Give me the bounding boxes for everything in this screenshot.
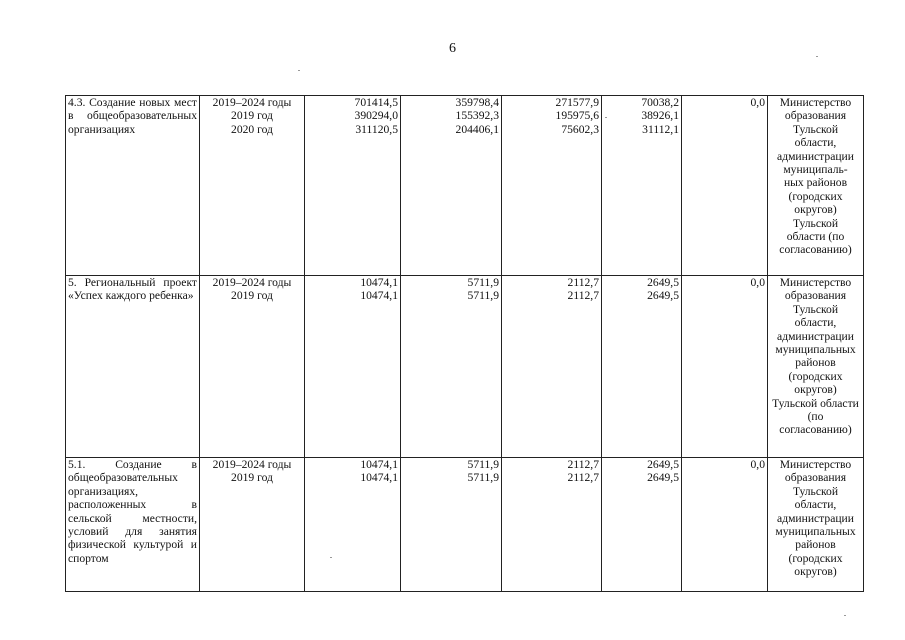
amount-col5-cell [682, 96, 768, 276]
amount-col3-line: 195975,6 [555, 109, 599, 123]
item-name-cell: 4.3. Создание новых мест в общеобразовательных организациях [66, 96, 200, 276]
amount-col1-cell [305, 458, 401, 592]
amount-col4-cell [602, 96, 682, 276]
responsible-line: муниципальных [775, 525, 856, 539]
period-line: 2019 год [231, 471, 273, 485]
amount-col2-line: 155392,3 [455, 109, 499, 123]
responsible-line: Тульской [792, 484, 839, 498]
table-row [66, 276, 864, 458]
amount-col5-line: 0,0 [750, 458, 765, 471]
amount-col5-cell [682, 458, 768, 592]
amount-col3-line: 75602,3 [561, 122, 599, 136]
amount-col2-cell [401, 96, 502, 276]
amount-col5-line: 0,0 [750, 96, 765, 109]
amount-col1-line: 10474,1 [360, 276, 398, 289]
responsible-line: муниципаль- [783, 163, 848, 177]
amount-col2-cell [401, 458, 502, 592]
amount-col1-cell [305, 96, 401, 276]
responsible-line: образования [784, 109, 847, 123]
amount-col4-line: 2649,5 [647, 458, 679, 471]
scan-speck [605, 117, 607, 118]
amount-col1-line: 701414,5 [354, 96, 398, 109]
item-name-cell: 5. Региональный проект «Успех каждого ребенка» [66, 276, 200, 458]
responsible-line: (городских [788, 189, 843, 203]
responsible-line: округов) [794, 203, 837, 217]
amount-col1-line: 390294,0 [354, 109, 398, 123]
scan-speck [298, 70, 300, 71]
responsible-line: Тульской [792, 302, 839, 316]
amount-col2-cell [401, 276, 502, 458]
responsible-line: (городских [788, 551, 843, 565]
responsible-cell [768, 96, 864, 276]
responsible-line: образования [784, 471, 847, 485]
amount-col4-line: 38926,1 [641, 109, 679, 123]
amount-col5-line: 0,0 [750, 276, 765, 289]
period-line: 2020 год [231, 122, 273, 136]
table-row [66, 458, 864, 592]
responsible-line: Тульской [792, 216, 839, 230]
amount-col3-cell [502, 276, 602, 458]
amount-col2-line: 5711,9 [467, 458, 499, 471]
responsible-line: муниципальных [775, 343, 856, 357]
scan-speck [816, 56, 818, 57]
period-cell [200, 276, 305, 458]
scan-speck [844, 615, 846, 616]
period-line: 2019–2024 годы [212, 276, 292, 289]
responsible-cell [768, 276, 864, 458]
budget-table [65, 95, 864, 592]
amount-col1-line: 10474,1 [360, 458, 398, 471]
period-line: 2019–2024 годы [212, 458, 292, 471]
amount-col4-line: 2649,5 [647, 471, 679, 485]
amount-col3-line: 2112,7 [567, 458, 599, 471]
period-cell [200, 96, 305, 276]
amount-col2-line: 204406,1 [455, 122, 499, 136]
page-number: 6 [449, 41, 456, 56]
amount-col3-line: 2112,7 [567, 471, 599, 485]
amount-col5-cell [682, 276, 768, 458]
period-line: 2019–2024 годы [212, 96, 292, 109]
amount-col2-line: 359798,4 [455, 96, 499, 109]
amount-col2-line: 5711,9 [467, 276, 499, 289]
scan-speck [330, 557, 332, 558]
responsible-line: ных районов [783, 176, 848, 190]
amount-col4-cell [602, 458, 682, 592]
period-cell [200, 458, 305, 592]
amount-col3-cell [502, 96, 602, 276]
responsible-line: районов [795, 538, 836, 552]
amount-col1-line: 10474,1 [360, 289, 398, 303]
table-row [66, 96, 864, 276]
responsible-line: округов) [794, 565, 837, 579]
amount-col4-line: 2649,5 [647, 289, 679, 303]
amount-col3-line: 271577,9 [555, 96, 599, 109]
responsible-line: образования [784, 289, 847, 303]
amount-col1-line: 311120,5 [355, 122, 398, 136]
responsible-line: согласованию) [779, 243, 852, 257]
item-name-cell: 5.1. Создание в общеобразовательных организациях, расположенных в сельской местности, условий для занятия физической культурой и спортом [66, 458, 200, 592]
responsible-line: Министерство [779, 96, 852, 109]
amount-col4-line: 31112,1 [642, 122, 679, 136]
amount-col3-cell [502, 458, 602, 592]
amount-col2-line: 5711,9 [467, 471, 499, 485]
responsible-line: области (по [786, 230, 845, 244]
responsible-line: Тульской [792, 122, 839, 136]
responsible-line: районов [795, 356, 836, 370]
period-line: 2019 год [231, 109, 273, 123]
responsible-line: области, [794, 316, 837, 330]
responsible-line: Министерство [779, 276, 852, 289]
amount-col3-line: 2112,7 [567, 289, 599, 303]
amount-col4-line: 70038,2 [641, 96, 679, 109]
amount-col1-line: 10474,1 [360, 471, 398, 485]
amount-col3-line: 2112,7 [567, 276, 599, 289]
responsible-line: администрации [777, 149, 854, 163]
responsible-line: Тульской области [772, 396, 859, 410]
responsible-line: Министерство [779, 458, 852, 471]
responsible-line: администрации [777, 511, 854, 525]
period-line: 2019 год [231, 289, 273, 303]
responsible-cell [768, 458, 864, 592]
amount-col4-line: 2649,5 [647, 276, 679, 289]
amount-col2-line: 5711,9 [467, 289, 499, 303]
responsible-line: администрации [777, 329, 854, 343]
amount-col4-cell [602, 276, 682, 458]
responsible-line: округов) [794, 383, 837, 397]
responsible-line: согласованию) [779, 423, 852, 437]
responsible-line: (по [807, 410, 824, 424]
responsible-line: области, [794, 498, 837, 512]
responsible-line: (городских [788, 369, 843, 383]
amount-col1-cell [305, 276, 401, 458]
responsible-line: области, [794, 136, 837, 150]
